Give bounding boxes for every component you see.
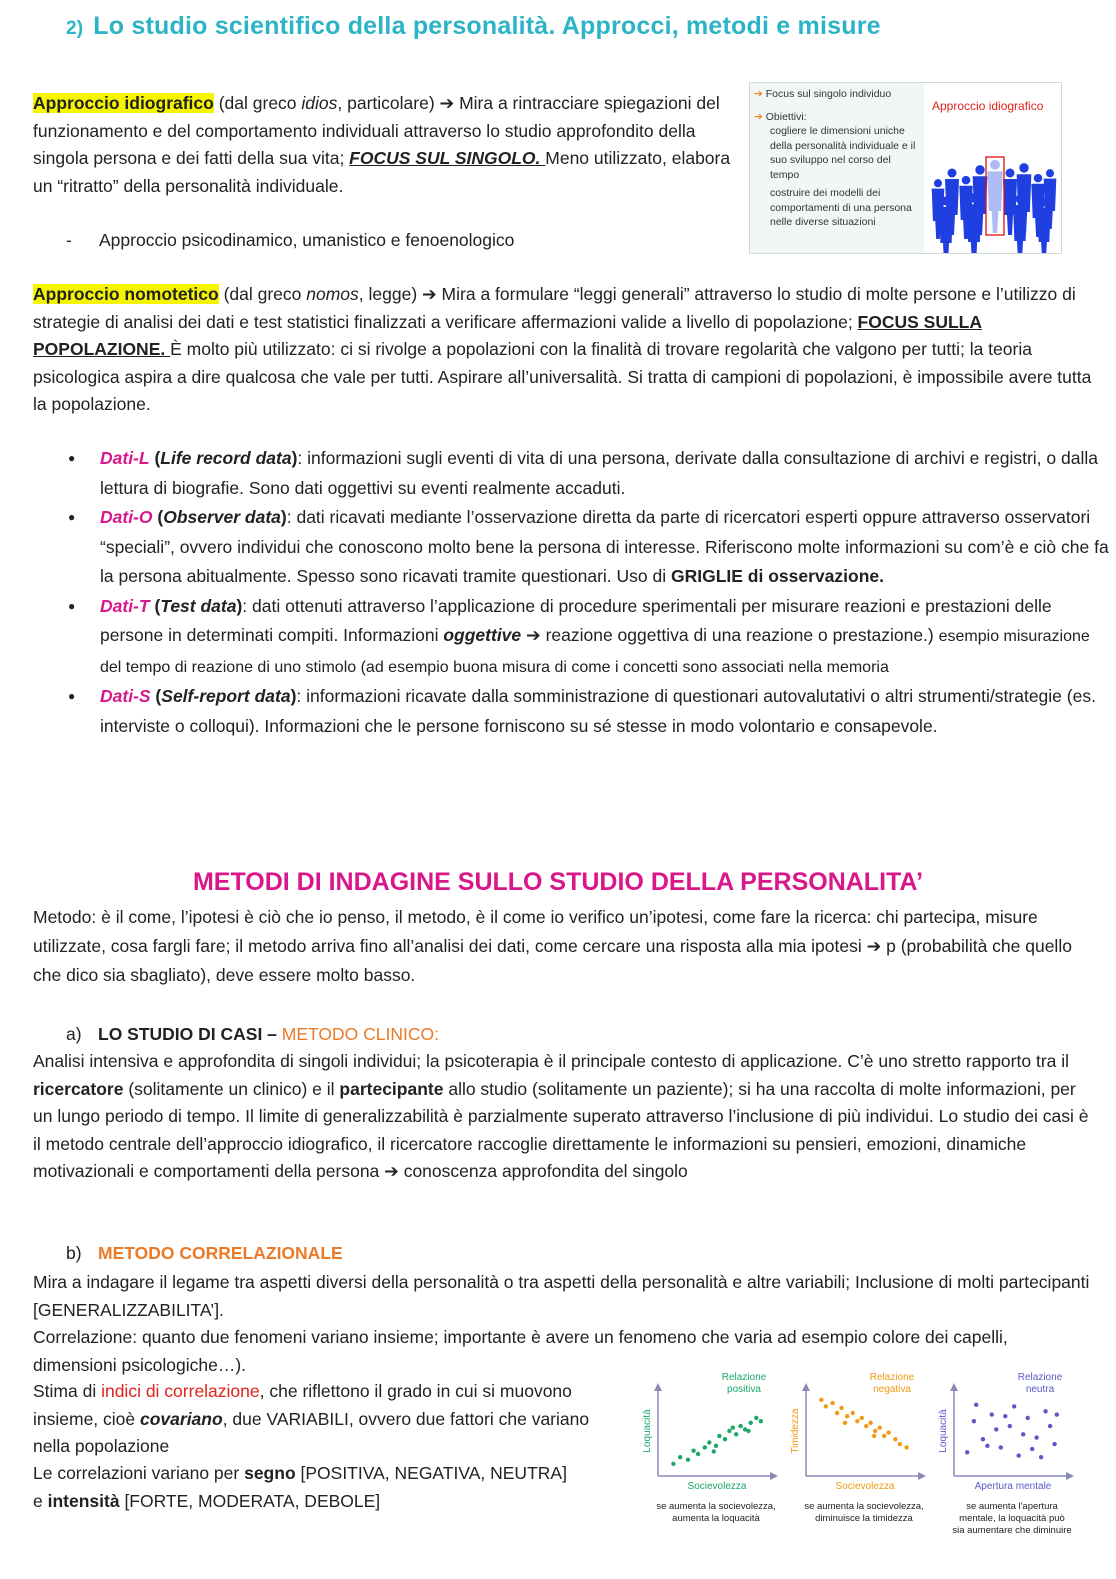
text: (solitamente un clinico) e il: [123, 1078, 340, 1099]
data-point: [731, 1426, 735, 1430]
text: Le correlazioni variano per: [33, 1463, 245, 1483]
list-item: [100, 503, 1110, 592]
data-point: [1039, 1455, 1043, 1459]
data-point: [999, 1445, 1003, 1449]
data-point: [882, 1434, 886, 1438]
data-point: [872, 1434, 876, 1438]
data-name-label: Test data: [160, 595, 237, 616]
correlational-text-1: Mira a indagare il legame tra aspetti diversi della personalità o tra aspetti della personalità e altre variabili; Inclusione di molti partecipanti [GENERALIZZABILITA’].: [33, 1272, 1090, 1320]
correlation-charts: [632, 1368, 1082, 1576]
figure-label: Approccio idiografico: [932, 99, 1044, 113]
data-point: [714, 1444, 718, 1448]
data-point: [734, 1432, 738, 1436]
y-axis-arrow: [950, 1383, 958, 1391]
idios-term: idios: [301, 93, 338, 113]
chart-caption-line: se aumenta la socievolezza,: [656, 1501, 776, 1512]
text: Mira a rintracciare spiegazioni del funzionamento e del comportamento individuali attraverso lo studio approfondito della singola persona e dei fatti della sua vita;: [33, 93, 720, 168]
chart-title-line: Relazione: [869, 1372, 915, 1383]
data-code: Dati-O: [100, 507, 153, 527]
data-point: [1008, 1424, 1012, 1428]
text: Stima di: [33, 1381, 102, 1401]
data-point: [965, 1450, 969, 1454]
list-letter: b): [66, 1243, 82, 1263]
chart-title-line: Relazione: [721, 1372, 767, 1383]
y-axis-arrow: [654, 1383, 662, 1391]
text: [POSITIVA, NEGATIVA, NEUTRA] e: [33, 1463, 567, 1511]
data-point: [686, 1458, 690, 1462]
scatter-chart-2: [790, 1372, 926, 1524]
chart-title-line: neutra: [1025, 1384, 1055, 1395]
data-point: [898, 1442, 902, 1446]
bold-text: ricercatore: [33, 1078, 124, 1099]
figure-people-panel: [924, 83, 1061, 253]
data-point: [717, 1434, 721, 1438]
data-point: [671, 1462, 675, 1466]
text: È molto più utilizzato: ci si rivolge a popolazioni con la finalità di trovare regolarità che valgono per tutti; la teoria psicologica aspira a dire qualcosa che vale per tutti. Aspirare all’universalità. Si tratta di campioni di popolazioni, è impossibile avere tutta la popolazione.: [33, 339, 1092, 414]
data-point: [1048, 1424, 1052, 1428]
chart-caption-line: sia aumentare che diminuire: [952, 1525, 1072, 1536]
crowd-illustration: [924, 83, 1061, 253]
data-point: [1030, 1447, 1034, 1451]
data-point: [759, 1419, 763, 1423]
data-point: [824, 1404, 828, 1408]
red-text: indici di correlazione: [101, 1381, 260, 1401]
y-axis-label: Timidezza: [790, 1408, 801, 1454]
correlational-text-4: [33, 1460, 573, 1515]
chart-title-line: negativa: [873, 1384, 911, 1395]
data-name-label: Life record data: [160, 448, 292, 468]
arrow-icon: ➔: [754, 88, 763, 100]
text: , legge): [358, 284, 423, 304]
idiographic-term: Approccio idiografico: [33, 93, 214, 113]
text: , particolare): [337, 93, 440, 113]
text: conoscenza approfondita del singolo: [398, 1161, 688, 1181]
chart-caption-line: aumenta la loquacità: [672, 1513, 760, 1524]
text: Analisi intensiva e approfondita di singoli individui; la psicoterapia è il principale contesto di applicazione. C’è uno stretto rapporto tra il: [33, 1051, 1070, 1071]
data-point: [994, 1427, 998, 1431]
y-axis-arrow: [802, 1383, 810, 1391]
data-point: [723, 1437, 727, 1441]
methods-intro: [33, 903, 1083, 990]
data-point: [830, 1401, 834, 1405]
text: (dal greco: [213, 93, 302, 113]
data-point: [1055, 1412, 1059, 1416]
text: p (probabilità che quello che dico sia sbagliato), deve essere molto basso.: [33, 936, 1072, 985]
text: , due VARIABILI, ovvero due fattori che variano nella popolazione: [33, 1408, 590, 1456]
data-point: [974, 1403, 978, 1407]
y-axis-label: Loquacità: [938, 1409, 949, 1453]
chart-caption-line: mentale, la loquacità può: [959, 1513, 1065, 1524]
y-axis-label: Loquacità: [642, 1409, 653, 1453]
data-point: [851, 1411, 855, 1415]
text: (: [150, 686, 162, 706]
data-code: Dati-T: [100, 595, 150, 616]
data-point: [904, 1445, 908, 1449]
data-point: [886, 1430, 890, 1434]
case-study-heading: [66, 1024, 439, 1045]
bold-text: partecipante: [339, 1078, 444, 1099]
arrow-icon: ➔: [754, 110, 763, 123]
figure-text: [754, 87, 922, 230]
nomothetic-paragraph: [33, 281, 1093, 419]
arrow-icon: ➔: [422, 284, 437, 304]
data-point: [1026, 1416, 1030, 1420]
text: Metodo: è il come, l’ipotesi è ciò che io penso, il metodo, è il come io verifico un’ipotesi, come fare la ricerca: chi partecipa, misure utilizzate, cosa fargli fare; il metodo arriva fino all’analisi dei dati, come cercare una risposta alla mia ipotesi: [33, 907, 1038, 956]
scatter-chart-1: [642, 1372, 778, 1524]
dash-item-text: Approccio psicodinamico, umanistico e fenoenologico: [99, 230, 515, 250]
text: ): [291, 448, 298, 468]
data-point: [985, 1444, 989, 1448]
bold-text: intensità: [47, 1490, 120, 1511]
person-figure: [987, 160, 1002, 233]
data-point: [860, 1416, 864, 1420]
text: (: [152, 507, 164, 527]
chart-title-line: Relazione: [1017, 1372, 1063, 1383]
dash-marker: -: [66, 230, 72, 250]
text: (: [149, 595, 161, 616]
data-point: [893, 1437, 897, 1441]
data-point: [972, 1419, 976, 1423]
data-name-label: Observer data: [163, 507, 281, 527]
data-types-list: [66, 444, 1110, 741]
chart-caption-line: diminuisce la timidezza: [815, 1513, 913, 1524]
section-number: 2): [66, 18, 84, 39]
data-point: [878, 1426, 882, 1430]
chart-title-line: positiva: [727, 1384, 761, 1395]
data-point: [835, 1411, 839, 1415]
data-point: [754, 1416, 758, 1420]
list-item: [100, 592, 1110, 683]
text: : dati ricavati mediante l’osservazione diretta da parte di ricercatori esperti oppure attraverso osservatori “speciali”, ovvero individui che conoscono molto bene la persona di interesse. Riferiscono molte informazioni su com’è e ciò che fa la persona abitualmente. Spesso sono ricavati tramite questionari. Uso di: [100, 507, 1109, 586]
text: Meno utilizzato, elabora un “ritratto” della personalità individuale.: [33, 148, 731, 196]
data-point: [727, 1429, 731, 1433]
x-axis-label: Socievolezza: [687, 1481, 747, 1492]
data-point: [1003, 1414, 1007, 1418]
x-axis-arrow: [918, 1472, 926, 1480]
data-point: [1012, 1404, 1016, 1408]
data-point: [749, 1421, 753, 1425]
list-letter: a): [66, 1024, 82, 1044]
arrow-icon: ➔: [439, 93, 455, 113]
nomos-term: nomos: [306, 284, 359, 304]
data-point: [869, 1421, 873, 1425]
x-axis-arrow: [770, 1472, 778, 1480]
data-point: [843, 1421, 847, 1425]
figure-line-2-body: cogliere le dimensioni uniche della personalità individuale e il suo sviluppo nel corso del tempo: [770, 125, 916, 181]
data-point: [855, 1419, 859, 1423]
case-study-text: [33, 1048, 1093, 1186]
heading-text: LO STUDIO DI CASI –: [98, 1024, 282, 1044]
text: allo studio (solitamente un paziente); si ha una raccolta di molte informazioni, per un lungo periodo di tempo. Il limite di generalizzabilità è parzialmente superato attraverso l’inclusione di più individui. Lo studio dei casi è il metodo centrale dell’approccio idiografico, il ricercatore raccoglie direttamente le informazioni su pensieri, emozioni, dinamiche motivazionali e comportamenti della persona: [33, 1078, 1089, 1181]
correlational-text-3: [33, 1378, 603, 1461]
data-point: [712, 1449, 716, 1453]
focus-single: FOCUS SUL SINGOLO.: [349, 148, 546, 168]
data-point: [746, 1429, 750, 1433]
text: ): [280, 507, 287, 527]
list-item: [100, 444, 1110, 503]
text: : informazioni ricavate dalla somministrazione di questionari autovalutativi o altri strumenti/strategie (es. interviste o colloqui). Informazioni che le persone forniscono su sé stesse in modo volontario e consapevole.: [100, 686, 1096, 736]
chart-caption-line: se aumenta la socievolezza,: [804, 1501, 924, 1512]
data-point: [678, 1455, 682, 1459]
bold-text: segno: [244, 1463, 296, 1483]
chart-caption-line: se aumenta l'apertura: [966, 1501, 1058, 1512]
data-code: Dati-S: [100, 686, 151, 706]
heading-orange: METODO CORRELAZIONALE: [98, 1243, 343, 1263]
data-point: [1034, 1435, 1038, 1439]
text: ): [290, 686, 297, 706]
arrow-icon: ➔: [384, 1161, 399, 1181]
data-point: [839, 1406, 843, 1410]
correlational-heading: [66, 1243, 343, 1264]
methods-title: METODI DI INDAGINE SULLO STUDIO DELLA PERSONALITA’: [192, 868, 924, 896]
small-text: esempio misurazione del tempo di reazione di uno stimolo (ad esempio buona misura di come i concetti sono associati nella memoria: [100, 628, 1090, 676]
data-point: [738, 1424, 742, 1428]
data-point: [707, 1440, 711, 1444]
data-point: [864, 1424, 868, 1428]
text: : informazioni sugli eventi di vita di una persona, derivate dalla consultazione di archivi e registri, o dalla lettura di biografie. Sono dati oggettivi su eventi realmente accaduti.: [100, 448, 1098, 498]
text: ): [236, 595, 243, 616]
arrow-icon: ➔: [526, 625, 541, 645]
data-point: [703, 1445, 707, 1449]
arrow-icon: ➔: [866, 936, 882, 956]
x-axis-label: Apertura mentale: [974, 1481, 1052, 1492]
x-axis-label: Socievolezza: [835, 1481, 895, 1492]
correlational-text-2: Correlazione: quanto due fenomeni variano insieme; importante è avere un fenomeno che varia ad esempio colore dei capelli, dimensioni psicologiche…).: [33, 1327, 1008, 1375]
idiographic-figure: [749, 82, 1062, 254]
x-axis-arrow: [1066, 1472, 1074, 1480]
data-point: [819, 1398, 823, 1402]
data-point: [981, 1437, 985, 1441]
data-point: [696, 1452, 700, 1456]
text: : dati ottenuti attraverso l’applicazione di procedure sperimentali per misurare reazioni e prestazioni delle persone in determinati compiti. Informazioni: [100, 595, 1052, 645]
emphasis: covariano: [140, 1408, 223, 1429]
text: reazione oggettiva di una reazione o prestazione.): [540, 625, 939, 645]
data-point: [1017, 1453, 1021, 1457]
text: (: [149, 448, 161, 468]
nomothetic-term: Approccio nomotetico: [33, 284, 219, 304]
bold-text: GRIGLIE di osservazione.: [671, 566, 884, 586]
dash-list-item: [66, 227, 726, 255]
figure-line-1: Focus sul singolo individuo: [765, 88, 892, 100]
text: Mira a formulare “leggi generali” attraverso lo studio di molte persone e l’utilizzo di strategie di analisi dei dati e test statistici finalizzati a verificare affermazioni valide a livello di popolazione;: [33, 284, 1076, 332]
focus-population: FOCUS SULLA POPOLAZIONE.: [33, 311, 982, 359]
data-point: [990, 1412, 994, 1416]
data-point: [873, 1429, 877, 1433]
section-heading: [66, 12, 881, 41]
data-point: [1021, 1432, 1025, 1436]
emphasis: oggettive: [443, 625, 522, 645]
data-name-label: Self-report data: [161, 686, 291, 706]
data-point: [1043, 1409, 1047, 1413]
heading-orange: METODO CLINICO:: [281, 1024, 439, 1044]
data-code: Dati-L: [100, 448, 150, 468]
idiographic-paragraph: [33, 90, 733, 200]
figure-line-3: costruire dei modelli dei comportamenti di una persona nelle diverse situazioni: [770, 187, 912, 228]
data-point: [691, 1449, 695, 1453]
text: [FORTE, MODERATA, DEBOLE]: [119, 1490, 381, 1511]
data-point: [845, 1414, 849, 1418]
section-title: Lo studio scientifico della personalità. Approcci, metodi e misure: [93, 12, 881, 40]
data-point: [1052, 1442, 1056, 1446]
list-item: [100, 682, 1110, 741]
figure-line-2-head: Obiettivi:: [765, 110, 807, 123]
text: , che riflettono il grado in cui si muovono insieme, cioè: [33, 1381, 572, 1429]
scatter-chart-3: [938, 1372, 1074, 1536]
text: (dal greco: [218, 284, 307, 304]
